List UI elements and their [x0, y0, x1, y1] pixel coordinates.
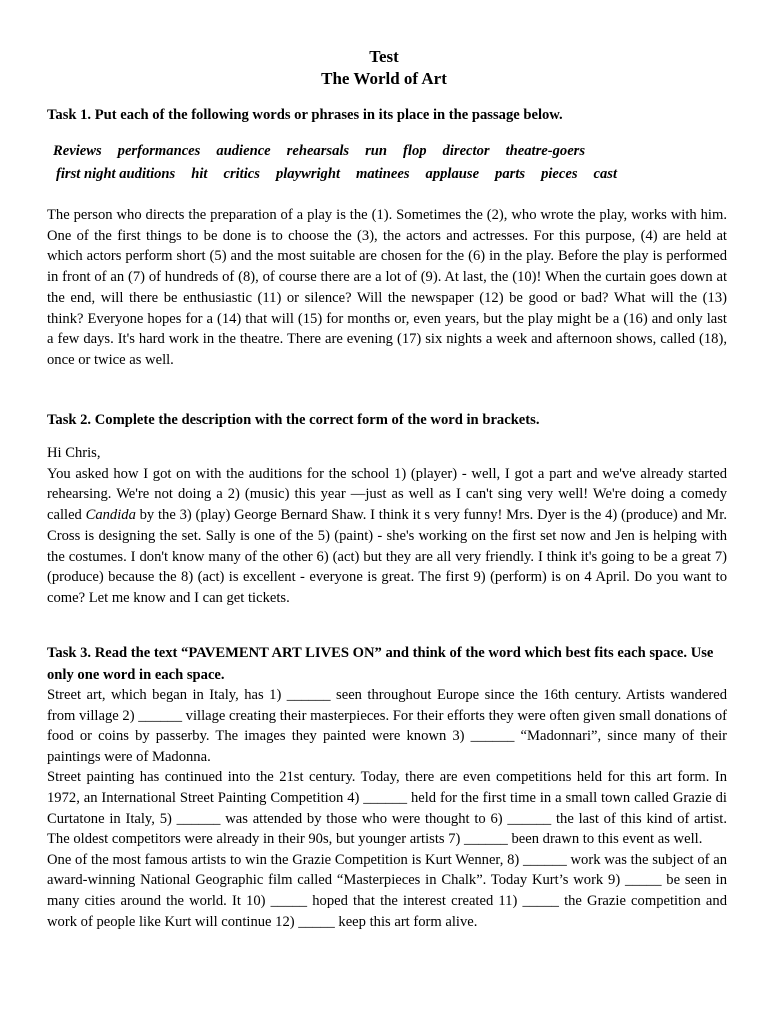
task3-paragraph-2: Street painting has continued into the 21st century. Today, there are even competitions held for this art form. In 1972, an International Street Painting Competition 4) ______ held for the first time in a small town called Grazie di Curtatone in Italy, 5) ______ was attended by those who were thought to 6) ______ the last of this kind of artist. The oldest competitors were already in their 90s, but younger artists 7) ______ been drawn to this event as well. — [47, 769, 727, 848]
word-bank-item: theatre-goers — [505, 143, 586, 159]
word-bank-item: audience — [216, 143, 271, 159]
word-bank-item: performances — [117, 143, 201, 159]
task3-passage — [47, 685, 727, 932]
word-bank-item: rehearsals — [286, 143, 350, 159]
task3-paragraph-3: One of the most famous artists to win the Grazie Competition is Kurt Wenner, 8) ______ work was the subject of an award-winning National Geographic film called “Masterpieces in Chalk”. Today Kurt’s work 9) _____ be seen in many cities around the world. It 10) _____ hoped that the interest created 11) _____ the Grazie competition and work of people like Kurt will continue 12) _____ keep this art form alive. — [47, 851, 727, 930]
word-bank-item: matinees — [356, 166, 410, 182]
task2-heading: Task 2. Complete the description with the correct form of the word in brackets. — [47, 412, 540, 428]
word-bank-item: flop — [403, 143, 427, 159]
task2-letter — [47, 443, 727, 609]
word-bank-item: first night auditions — [56, 166, 176, 182]
word-bank-item: director — [442, 143, 490, 159]
letter-greeting: Hi Chris, — [47, 445, 101, 461]
word-bank-item: cast — [593, 166, 618, 182]
word-bank-item: run — [365, 143, 388, 159]
word-bank-item: hit — [191, 166, 208, 182]
word-bank-item: critics — [223, 166, 260, 182]
play-title: Candida — [85, 507, 136, 524]
word-bank-item: Reviews — [53, 143, 102, 159]
task3-paragraph-1: Street art, which began in Italy, has 1) ______ seen throughout Europe since the 16th century. Artists wandered from village 2) ______ village creating their masterpieces. For their efforts they were often given small donations of food or coins by passerby. The images they painted were known 3) ______ “Madonnari”, since many of their paintings were of Madonna. — [47, 687, 727, 765]
word-bank-item: pieces — [541, 166, 578, 182]
word-bank-item: applause — [425, 166, 480, 182]
word-bank-row-2 — [56, 163, 633, 185]
letter-body-part1: You asked how I got on with the auditions for the school 1) (player) - well, I got a part and we've already started rehearsing. We're not doing a 2) (music) this year —just as well as I can't sing very well! We're doing a comedy called — [47, 465, 727, 524]
word-bank-row-1 — [53, 140, 601, 162]
word-bank-item: parts — [495, 166, 526, 182]
letter-body-part2: by the 3) (play) George Bernard Shaw. I think it s very funny! Mrs. Dyer is the 4) (produce) and Mr. Cross is designing the set. Sally is one of the 5) (paint) - she's working on the first set now and Jen is helping with the costumes. I don't know many of the other 6) (act) but they are all very friendly. I think it's going to be a great 7) (produce) because the 8) (act) is excellent - everyone is great. The first 9) (perform) is on 4 April. Do you want to come? Let me know and I can get tickets. — [47, 507, 727, 606]
task3-heading: Task 3. Read the text “PAVEMENT ART LIVES ON” and think of the word which best fits each space. Use only one word in each space. — [47, 645, 714, 683]
task1-heading: Task 1. Put each of the following words or phrases in its place in the passage below. — [47, 107, 563, 123]
page-title: Test — [369, 47, 399, 66]
word-bank-item: playwright — [275, 166, 341, 182]
task1-passage: The person who directs the preparation of a play is the (1). Sometimes the (2), who wrote the play, works with him. One of the first things to be done is to choose the (3), the actors and actresses. For this purpose, (4) are held at which actors perform short (5) and the most suitable are chosen for the (6) in the play. Before the play is performed in front of an (7) of hundreds of (8), of course there are a lot of (9). At last, the (10)! When the curtain goes down at the end, will there be enthusiastic (11) or silence? Will the newspaper (12) be good or bad? What will the (13) think? Everyone hopes for a (14) that will (15) for months or, even years, but the play might be a (16) and only last a few days. It's hard work in the theatre. There are evening (17) six nights a week and afternoon shows, called (18), once or twice as well. — [47, 207, 727, 368]
page-subtitle: The World of Art — [321, 69, 447, 88]
